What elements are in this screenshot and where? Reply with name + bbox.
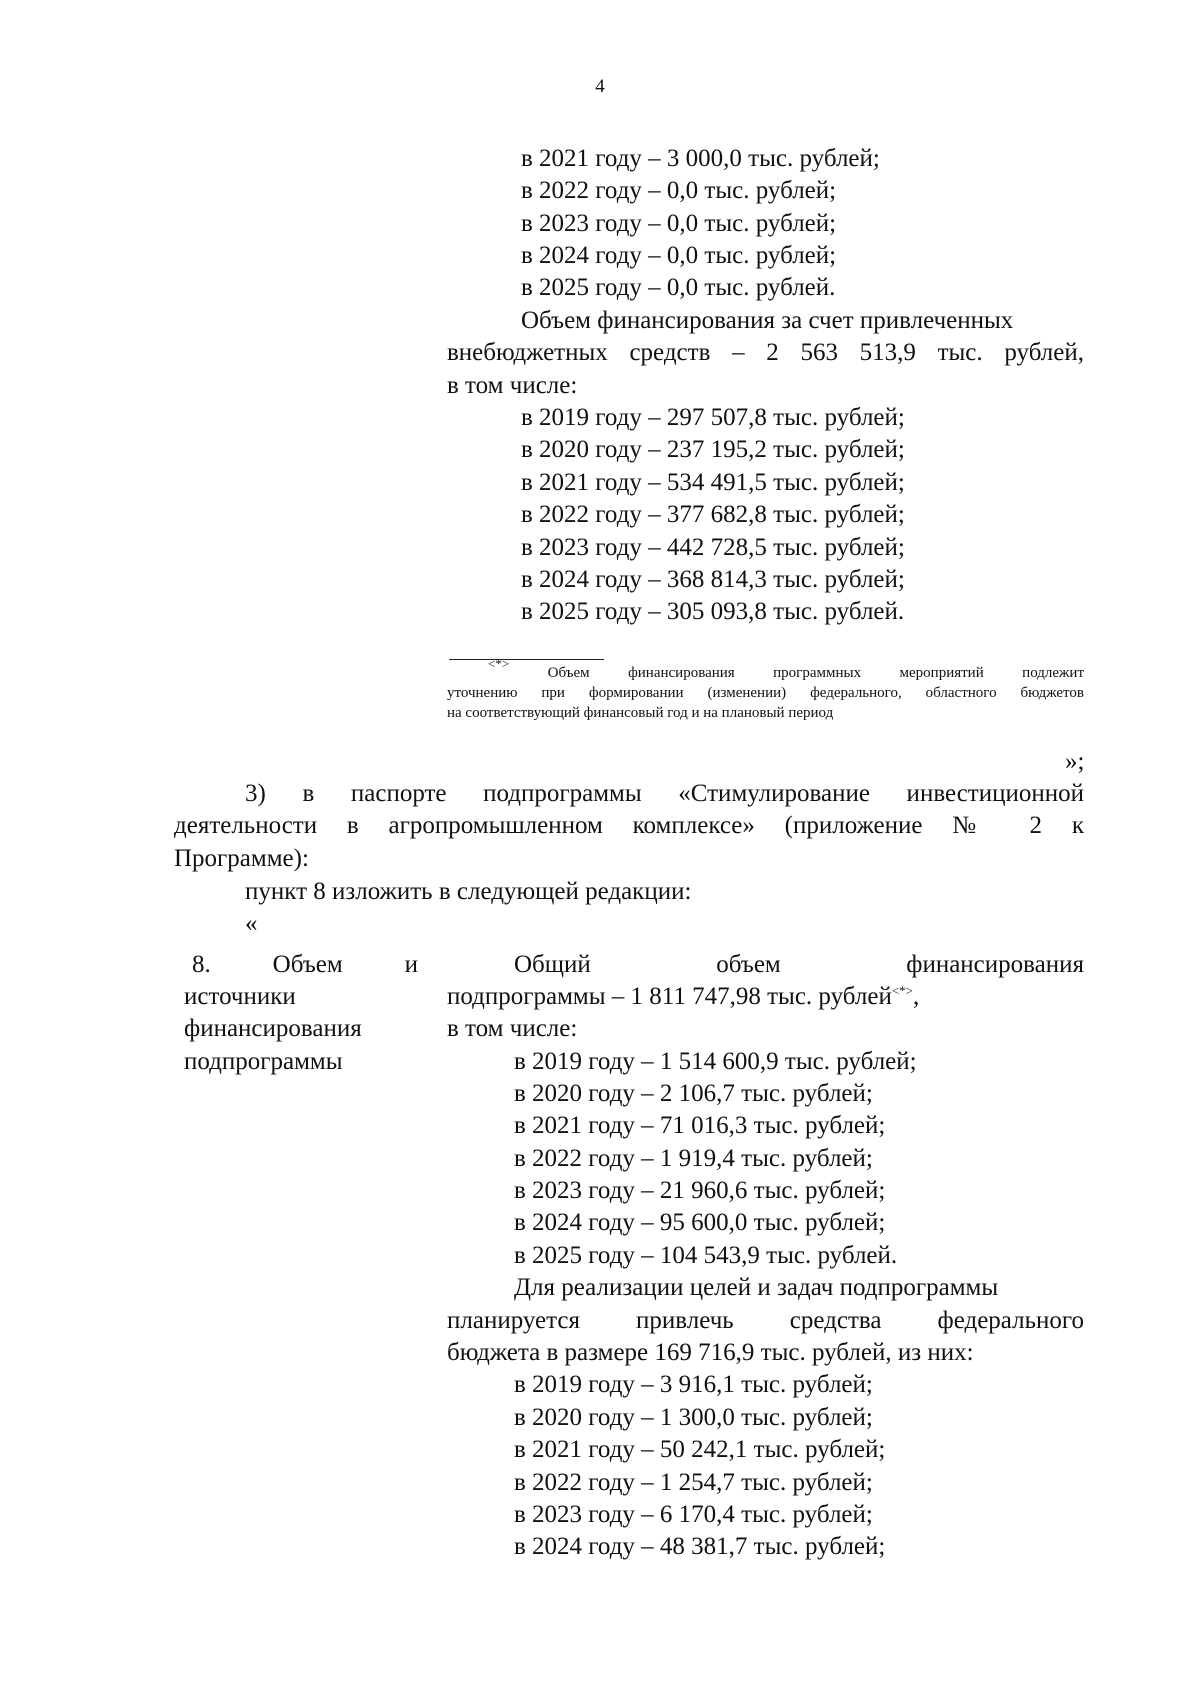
footnote-line: уточнению при формировании (изменении) федерального, областного бюджетов: [447, 685, 1084, 701]
row8-total-line: [447, 981, 919, 1013]
row8-label-line: финансирования: [184, 1015, 362, 1042]
amount-line: в 2019 году – 3 916,1 тыс. рублей;: [514, 1371, 873, 1398]
row8-label-line: источники: [184, 983, 296, 1010]
footnote-separator: [449, 659, 604, 660]
opening-quote: «: [245, 910, 258, 937]
federal-paragraph-line: планируется привлечь средства федерального: [447, 1307, 1084, 1334]
amount-line: в 2019 году – 1 514 600,9 тыс. рублей;: [514, 1048, 917, 1075]
row8-label-line: [192, 949, 418, 981]
amount-line: в 2022 году – 0,0 тыс. рублей;: [521, 177, 837, 204]
amount-line: в 2025 году – 0,0 тыс. рублей.: [521, 274, 836, 301]
amount-line: в 2020 году – 1 300,0 тыс. рублей;: [514, 1404, 873, 1431]
row8-label-line: подпрограммы: [184, 1048, 343, 1075]
footnote-mark: <*>: [891, 983, 913, 998]
amount-line: в 2020 году – 2 106,7 тыс. рублей;: [514, 1080, 873, 1107]
item3-line: 3) в паспорте подпрограммы «Стимулирование инвестиционной: [245, 780, 1084, 807]
row8-label-word: и: [404, 951, 418, 978]
row8-total-line: Общий объем финансирования: [514, 951, 1084, 978]
paragraph-line: в том числе:: [447, 372, 578, 399]
footnote-text: Объем финансирования программных мероприятий подлежит: [547, 665, 1084, 681]
footnote-line: на соответствующий финансовый год и на плановый период: [447, 705, 834, 721]
amount-line: в 2024 году – 48 381,7 тыс. рублей;: [514, 1533, 886, 1560]
row8-label-word: Объем: [272, 951, 343, 978]
paragraph-line: Объем финансирования за счет привлеченных: [521, 307, 1014, 334]
amount-line: в 2021 году – 534 491,5 тыс. рублей;: [521, 469, 905, 496]
item3-line: деятельности в агропромышленном комплексе» (приложение № 2 к: [174, 812, 1084, 839]
amount-line: в 2024 году – 95 600,0 тыс. рублей;: [514, 1209, 886, 1236]
amount-line: в 2025 году – 104 543,9 тыс. рублей.: [514, 1242, 898, 1269]
item3-line: Программе):: [174, 845, 309, 872]
amount-line: в 2023 году – 21 960,6 тыс. рублей;: [514, 1177, 886, 1204]
federal-paragraph-line: Для реализации целей и задач подпрограммы: [514, 1274, 999, 1301]
footnote-mark: <*>: [488, 656, 510, 671]
amount-line: в 2020 году – 237 195,2 тыс. рублей;: [521, 436, 905, 463]
amount-line: в 2022 году – 1 919,4 тыс. рублей;: [514, 1145, 873, 1172]
amount-line: в 2022 году – 377 682,8 тыс. рублей;: [521, 501, 905, 528]
amount-line: в 2023 году – 0,0 тыс. рублей;: [521, 210, 837, 237]
closing-quote: »;: [1065, 748, 1085, 775]
row8-total-text: подпрограммы – 1 811 747,98 тыс. рублей: [447, 983, 892, 1010]
amount-line: в 2024 году – 0,0 тыс. рублей;: [521, 242, 837, 269]
item3-instruction: пункт 8 изложить в следующей редакции:: [245, 878, 692, 905]
amount-line: в 2019 году – 297 507,8 тыс. рублей;: [521, 404, 905, 431]
amount-line: в 2023 году – 6 170,4 тыс. рублей;: [514, 1501, 873, 1528]
row8-number: 8.: [192, 951, 211, 978]
amount-line: в 2022 году – 1 254,7 тыс. рублей;: [514, 1469, 873, 1496]
amount-line: в 2025 году – 305 093,8 тыс. рублей.: [521, 598, 905, 625]
paragraph-line: внебюджетных средств – 2 563 513,9 тыс. рублей,: [447, 339, 1084, 366]
row8-total-comma: ,: [913, 983, 920, 1010]
federal-paragraph-line: бюджета в размере 169 716,9 тыс. рублей, из них:: [447, 1339, 974, 1366]
amount-line: в 2021 году – 71 016,3 тыс. рублей;: [514, 1112, 886, 1139]
footnote-line: [488, 656, 1084, 683]
page-number: 4: [595, 76, 605, 97]
amount-line: в 2023 году – 442 728,5 тыс. рублей;: [521, 534, 905, 561]
row8-total-line: в том числе:: [447, 1015, 578, 1042]
amount-line: в 2024 году – 368 814,3 тыс. рублей;: [521, 566, 905, 593]
amount-line: в 2021 году – 3 000,0 тыс. рублей;: [521, 145, 880, 172]
amount-line: в 2021 году – 50 242,1 тыс. рублей;: [514, 1436, 886, 1463]
